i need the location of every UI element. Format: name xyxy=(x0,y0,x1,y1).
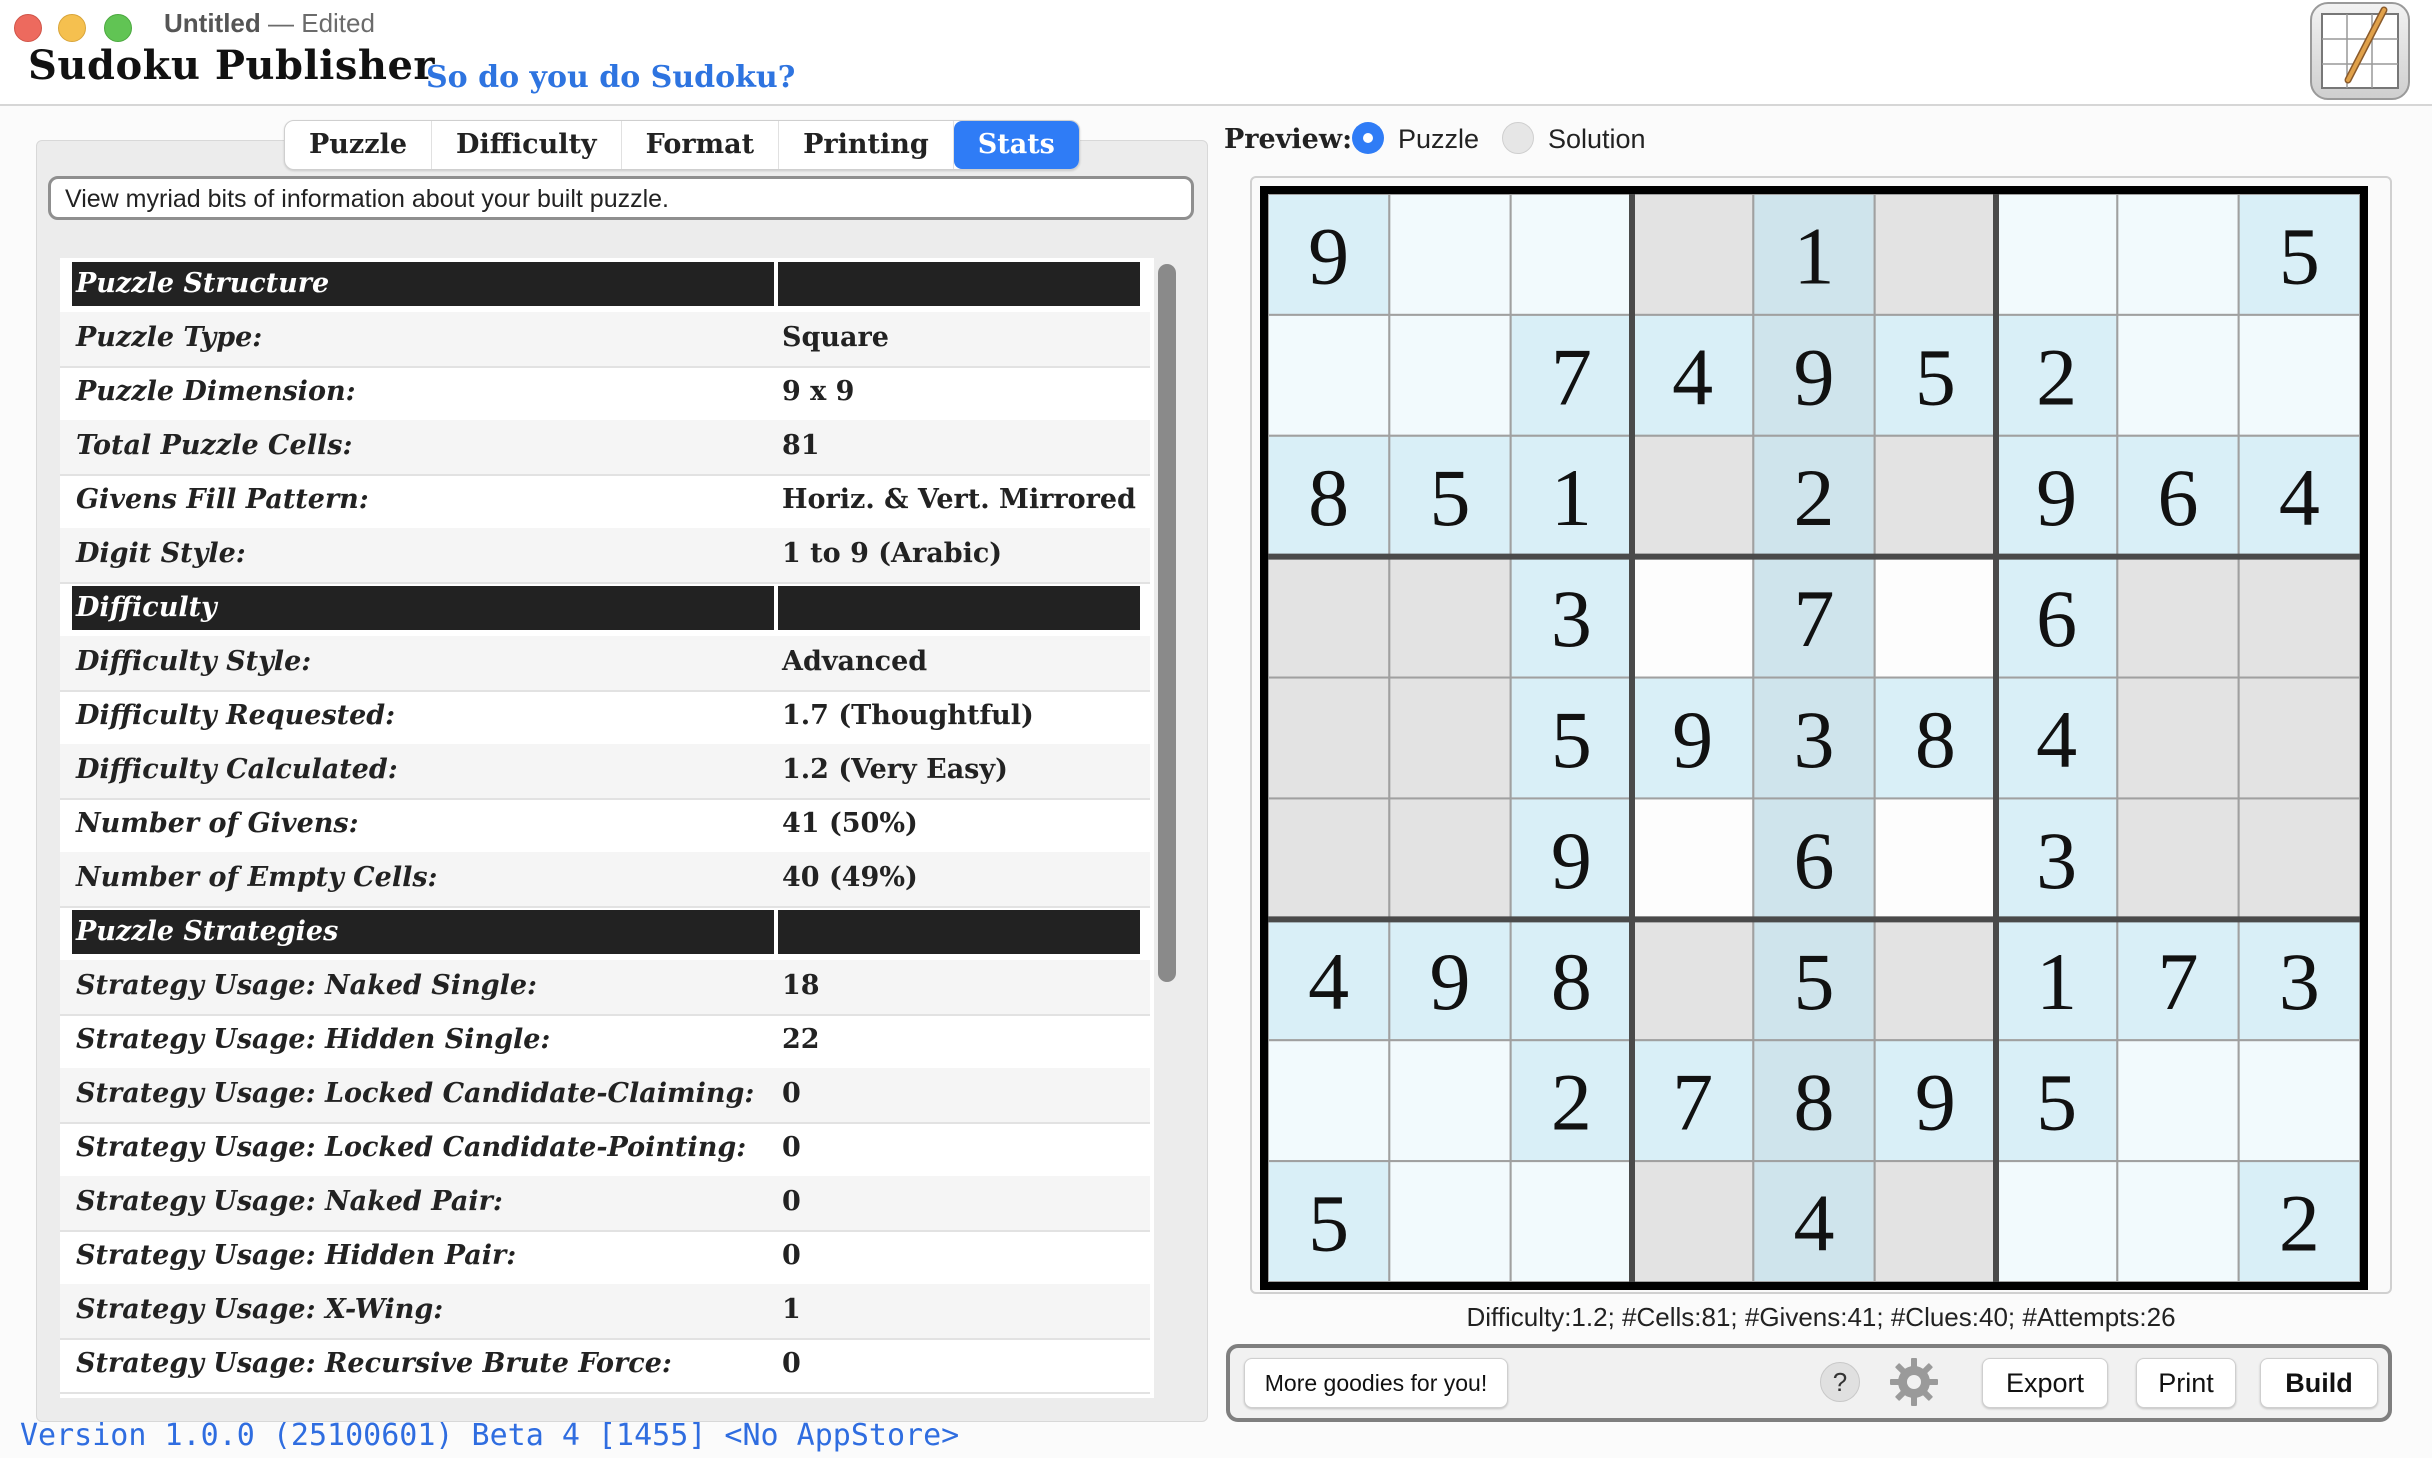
stats-row xyxy=(60,1068,1150,1124)
sudoku-digit: 3 xyxy=(2036,814,2078,906)
sudoku-cell xyxy=(1875,436,1996,557)
stats-label: Givens Fill Pattern: xyxy=(76,484,369,515)
sudoku-digit: 9 xyxy=(1672,694,1714,786)
stats-row xyxy=(60,636,1150,692)
stats-row xyxy=(60,366,1150,422)
zoom-window-button[interactable] xyxy=(104,14,132,42)
tab-format[interactable]: Format xyxy=(622,121,779,169)
stats-row xyxy=(60,1338,1150,1394)
app-icon xyxy=(2310,2,2410,100)
sudoku-digit: 4 xyxy=(1672,331,1714,423)
sudoku-cell xyxy=(2117,1040,2238,1161)
sudoku-digit: 7 xyxy=(1793,573,1835,665)
sudoku-cell xyxy=(1875,798,1996,919)
sudoku-digit: 2 xyxy=(2036,331,2078,423)
sudoku-digit: 4 xyxy=(1308,935,1350,1027)
section-header-label: Puzzle Structure xyxy=(72,262,774,306)
help-button[interactable]: ? xyxy=(1820,1362,1860,1402)
stats-label: Number of Empty Cells: xyxy=(76,862,438,893)
section-header xyxy=(72,586,1140,630)
sudoku-digit: 2 xyxy=(1550,1056,1592,1148)
section-header-blank xyxy=(778,586,1140,630)
print-button[interactable]: Print xyxy=(2136,1358,2236,1408)
sudoku-cell xyxy=(1389,1161,1510,1282)
section-header-blank xyxy=(778,910,1140,954)
stats-value: 22 xyxy=(782,1024,820,1055)
sudoku-digit: 1 xyxy=(1550,452,1592,544)
stats-row xyxy=(60,852,1150,908)
sudoku-cell xyxy=(2239,678,2360,799)
stats-value: 1.2 (Very Easy) xyxy=(782,754,1008,785)
stats-row xyxy=(60,1176,1150,1232)
stats-label: Strategy Usage: Naked Pair: xyxy=(76,1186,503,1217)
sudoku-digit: 4 xyxy=(2278,452,2320,544)
tagline-link[interactable]: So do you do Sudoku? xyxy=(426,60,796,95)
stats-label: Difficulty Style: xyxy=(76,646,312,677)
stats-table[interactable] xyxy=(60,258,1154,1398)
stats-value: Square xyxy=(782,322,889,353)
sudoku-cell xyxy=(2117,557,2238,678)
stats-row xyxy=(60,744,1150,800)
sudoku-cell xyxy=(1632,557,1753,678)
sudoku-cell xyxy=(1389,315,1510,436)
version-label: Version 1.0.0 (25100601) Beta 4 [1455] <No AppStore> xyxy=(20,1418,960,1453)
stats-value: 0 xyxy=(782,1078,801,1109)
sudoku-digit: 1 xyxy=(1793,210,1835,302)
sudoku-digit: 5 xyxy=(1550,694,1592,786)
sudoku-cell xyxy=(1875,194,1996,315)
preview-label: Preview: xyxy=(1224,124,1353,155)
build-button[interactable]: Build xyxy=(2260,1358,2378,1408)
close-window-button[interactable] xyxy=(14,14,42,42)
stats-label: Digit Style: xyxy=(76,538,246,569)
stats-value: 0 xyxy=(782,1348,801,1379)
sudoku-cell xyxy=(2117,1161,2238,1282)
title-bar xyxy=(0,0,2432,106)
sudoku-digit: 9 xyxy=(2036,452,2078,544)
tab-printing[interactable]: Printing xyxy=(779,121,954,169)
solution-radio[interactable] xyxy=(1502,122,1534,154)
tab-puzzle[interactable]: Puzzle xyxy=(285,121,432,169)
stats-label: Strategy Usage: Naked Single: xyxy=(76,970,537,1001)
solution-radio-label[interactable]: Solution xyxy=(1548,124,1646,154)
sudoku-digit: 7 xyxy=(1672,1056,1714,1148)
stats-label: Puzzle Type: xyxy=(76,322,263,353)
sudoku-cell xyxy=(2117,798,2238,919)
sudoku-digit: 6 xyxy=(1793,814,1835,906)
sudoku-cell xyxy=(1389,1040,1510,1161)
stats-value: 1 to 9 (Arabic) xyxy=(782,538,1003,569)
sudoku-cell xyxy=(1389,678,1510,799)
puzzle-radio[interactable] xyxy=(1352,122,1384,154)
sudoku-grid xyxy=(1260,186,2368,1290)
tab-description: View myriad bits of information about your built puzzle. xyxy=(48,176,1194,220)
minimize-window-button[interactable] xyxy=(58,14,86,42)
tab-difficulty[interactable]: Difficulty xyxy=(432,121,622,169)
puzzle-summary: Difficulty:1.2; #Cells:81; #Givens:41; #Clues:40; #Attempts:26 xyxy=(1466,1302,2176,1332)
section-header-label: Puzzle Strategies xyxy=(72,910,774,954)
stats-value: Advanced xyxy=(782,646,928,677)
sudoku-cell xyxy=(1632,798,1753,919)
stats-row xyxy=(60,1122,1150,1178)
tab-stats[interactable]: Stats xyxy=(954,121,1079,169)
sudoku-digit: 2 xyxy=(2278,1177,2320,1269)
sudoku-digit: 2 xyxy=(1793,452,1835,544)
sudoku-cell xyxy=(1632,436,1753,557)
stats-label: Difficulty Calculated: xyxy=(76,754,398,785)
sudoku-cell xyxy=(2239,1040,2360,1161)
sudoku-cell xyxy=(1511,194,1632,315)
sudoku-cell xyxy=(2239,315,2360,436)
sudoku-cell xyxy=(2239,557,2360,678)
stats-value: 1 xyxy=(782,1294,801,1325)
sudoku-digit: 6 xyxy=(2036,573,2078,665)
sudoku-cell xyxy=(2117,194,2238,315)
stats-label: Number of Givens: xyxy=(76,808,359,839)
section-header xyxy=(72,910,1140,954)
sudoku-digit: 9 xyxy=(1914,1056,1956,1148)
stats-row xyxy=(60,690,1150,746)
sudoku-digit: 8 xyxy=(1550,935,1592,1027)
stats-label: Difficulty Requested: xyxy=(76,700,396,731)
stats-row xyxy=(60,960,1150,1016)
sudoku-digit: 5 xyxy=(1308,1177,1350,1269)
app-name: Sudoku Publisher xyxy=(28,42,435,89)
stats-row xyxy=(60,312,1150,368)
more-goodies-button[interactable]: More goodies for you! xyxy=(1244,1358,1508,1408)
sudoku-cell xyxy=(2117,678,2238,799)
sudoku-digit: 7 xyxy=(2157,935,2199,1027)
sudoku-digit: 6 xyxy=(2157,452,2199,544)
sudoku-cell xyxy=(1632,194,1753,315)
stats-value: 41 (50%) xyxy=(782,808,918,839)
sudoku-cell xyxy=(2117,315,2238,436)
stats-value: 0 xyxy=(782,1186,801,1217)
section-header-label: Difficulty xyxy=(72,586,774,630)
stats-row xyxy=(60,798,1150,854)
sudoku-cell xyxy=(1389,194,1510,315)
sudoku-digit: 3 xyxy=(1550,573,1592,665)
sudoku-digit: 5 xyxy=(2036,1056,2078,1148)
gear-icon[interactable] xyxy=(1888,1356,1940,1408)
sudoku-cell xyxy=(1875,557,1996,678)
sudoku-digit: 5 xyxy=(1793,935,1835,1027)
stats-value: 81 xyxy=(782,430,820,461)
sudoku-cell xyxy=(1632,919,1753,1040)
stats-value: 1.7 (Thoughtful) xyxy=(782,700,1034,731)
stats-value: 0 xyxy=(782,1240,801,1271)
stats-label: Strategy Usage: Locked Candidate-Pointing: xyxy=(76,1132,747,1163)
sudoku-digit: 8 xyxy=(1308,452,1350,544)
stats-label: Puzzle Dimension: xyxy=(76,376,356,407)
stats-value: 0 xyxy=(782,1132,801,1163)
sudoku-cell xyxy=(1268,315,1389,436)
stats-row xyxy=(60,1014,1150,1070)
sudoku-cell xyxy=(1268,1040,1389,1161)
tab-bar xyxy=(284,120,1080,170)
sudoku-digit: 5 xyxy=(1429,452,1471,544)
stats-value: Horiz. & Vert. Mirrored xyxy=(782,484,1136,515)
sudoku-digit: 7 xyxy=(1550,331,1592,423)
stats-label: Strategy Usage: Recursive Brute Force: xyxy=(76,1348,672,1379)
sudoku-cell xyxy=(1875,1161,1996,1282)
sudoku-cell xyxy=(1268,798,1389,919)
stats-label: Strategy Usage: Locked Candidate-Claiming: xyxy=(76,1078,755,1109)
stats-row xyxy=(60,1230,1150,1286)
sudoku-digit: 9 xyxy=(1793,331,1835,423)
section-header xyxy=(72,262,1140,306)
stats-label: Strategy Usage: X-Wing: xyxy=(76,1294,444,1325)
sudoku-cell xyxy=(1389,557,1510,678)
sudoku-digit: 5 xyxy=(2278,210,2320,302)
sudoku-digit: 8 xyxy=(1793,1056,1835,1148)
sudoku-digit: 4 xyxy=(2036,694,2078,786)
stats-value: 18 xyxy=(782,970,820,1001)
stats-label: Total Puzzle Cells: xyxy=(76,430,353,461)
sudoku-cell xyxy=(1511,1161,1632,1282)
sudoku-cell xyxy=(1875,919,1996,1040)
sudoku-cell xyxy=(1389,798,1510,919)
sudoku-cell xyxy=(2239,798,2360,919)
stats-row xyxy=(60,1284,1150,1340)
stats-row xyxy=(60,420,1150,476)
stats-label: Strategy Usage: Hidden Single: xyxy=(76,1024,551,1055)
sudoku-digit: 9 xyxy=(1429,935,1471,1027)
sudoku-digit: 9 xyxy=(1308,210,1350,302)
sudoku-digit: 3 xyxy=(2278,935,2320,1027)
stats-value: 40 (49%) xyxy=(782,862,918,893)
stats-value: 9 x 9 xyxy=(782,376,855,407)
export-button[interactable]: Export xyxy=(1982,1358,2108,1408)
sudoku-digit: 8 xyxy=(1914,694,1956,786)
sudoku-digit: 1 xyxy=(2036,935,2078,1027)
stats-scrollbar-thumb[interactable] xyxy=(1158,264,1176,982)
sudoku-cell xyxy=(1996,194,2117,315)
puzzle-radio-label[interactable]: Puzzle xyxy=(1398,124,1480,154)
sudoku-cell xyxy=(1268,678,1389,799)
section-header-blank xyxy=(778,262,1140,306)
sudoku-cell xyxy=(1996,1161,2117,1282)
stats-row xyxy=(60,474,1150,530)
sudoku-digit: 5 xyxy=(1914,331,1956,423)
stats-label: Strategy Usage: Hidden Pair: xyxy=(76,1240,517,1271)
sudoku-cell xyxy=(1632,1161,1753,1282)
sudoku-digit: 9 xyxy=(1550,814,1592,906)
sudoku-digit: 3 xyxy=(1793,694,1835,786)
sudoku-digit: 4 xyxy=(1793,1177,1835,1269)
document-title: Untitled — Edited xyxy=(164,8,375,38)
sudoku-cell xyxy=(1268,557,1389,678)
stats-row xyxy=(60,528,1150,584)
